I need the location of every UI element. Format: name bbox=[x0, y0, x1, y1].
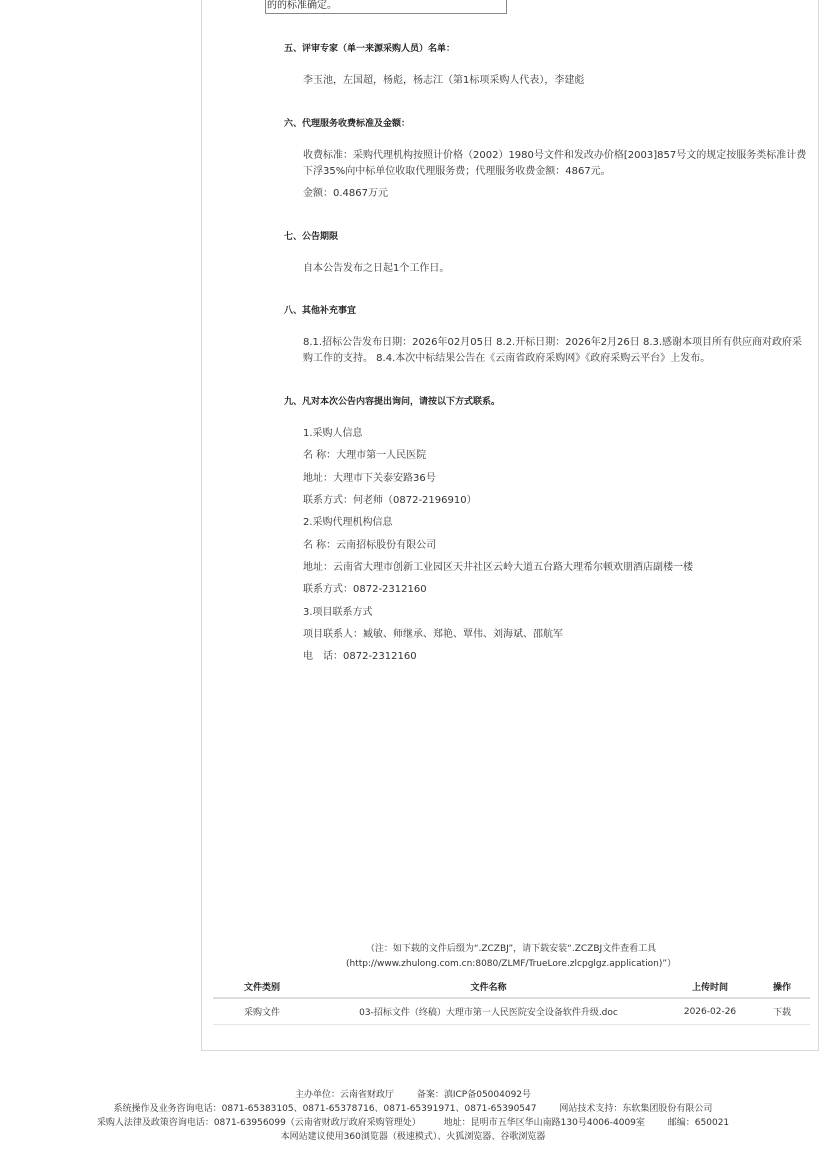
contact-line: 3.项目联系方式 bbox=[303, 607, 373, 618]
header-category: 文件类别 bbox=[213, 975, 311, 998]
table-cell-fragment: 的的标准确定。 bbox=[265, 0, 507, 14]
section-9-heading: 九、凡对本次公告内容提出询问，请按以下方式联系。 bbox=[284, 397, 501, 407]
footer-line3: 采购人法律及政策咨询电话：0871-63956099（云南省财政厅政府采购管理处） 地址：昆明市五华区华山南路130号4006-4009室 邮编：650021 bbox=[96, 1118, 730, 1128]
file-name: 03-招标文件（终稿）大理市第一人民医院安全设备软件升级.doc bbox=[311, 998, 666, 1025]
contact-line: 1.采购人信息 bbox=[303, 428, 363, 439]
table-header-row bbox=[213, 975, 810, 998]
file-date: 2026-02-26 bbox=[666, 998, 754, 1025]
contact-line: 地址：云南省大理市创新工业园区天井社区云岭大道五台路大理希尔顿欢朋酒店副楼一楼 bbox=[303, 562, 693, 573]
contact-line: 2.采购代理机构信息 bbox=[303, 517, 393, 528]
header-upload-time: 上传时间 bbox=[666, 975, 754, 998]
footer-line2: 系统操作及业务咨询电话：0871-65383105、0871-65378716、0871-65391971、0871-65390547 网站技术支持：东软集团股份有限公司 bbox=[113, 1104, 713, 1114]
section-8-body: 8.1.招标公告发布日期：2026年02月05日 8.2.开标日期：2026年2月26日 8.3.感谢本项目所有供应商对政府采购工作的支持。 8.4.本次中标结果公告在《云南省政府采购网》《政府采购云平台》上发布。 bbox=[303, 337, 803, 364]
contact-line: 地址：大理市下关泰安路36号 bbox=[303, 473, 436, 484]
contact-line: 联系方式：0872-2312160 bbox=[303, 584, 427, 595]
section-5-body: 李玉池，左国超，杨彪，杨志江（第1标项采购人代表），李建彪 bbox=[303, 75, 585, 86]
file-category: 采购文件 bbox=[213, 998, 311, 1025]
section-7-body: 自本公告发布之日起1个工作日。 bbox=[303, 263, 450, 274]
section-6-amount: 金额：0.4867万元 bbox=[303, 188, 388, 199]
header-filename: 文件名称 bbox=[311, 975, 666, 998]
section-6-body: 收费标准：采购代理机构按照计价格（2002）1980号文件和发改办价格[2003]857号文的规定按服务类标准计费下浮35%向中标单位收取代理服务费；代理服务收费金额：4867元。 bbox=[303, 150, 807, 177]
file-action-cell bbox=[754, 998, 810, 1025]
contact-line: 电 话：0872-2312160 bbox=[303, 651, 417, 662]
download-note-line2: (http://www.zhulong.com.cn:8080/ZLMF/TrueLore.zlcpglgz.application)”） bbox=[345, 959, 677, 969]
download-note-line1: （注：如下载的文件后缀为“.ZCZBJ”，请下载安装“.ZCZBJ文件查看工具 bbox=[365, 944, 657, 954]
files-table bbox=[213, 975, 810, 1025]
contact-line: 名 称：云南招标股份有限公司 bbox=[303, 540, 437, 551]
contact-line: 联系方式：何老师（0872-2196910） bbox=[303, 495, 477, 506]
download-link[interactable]: 下载 bbox=[772, 1008, 791, 1018]
section-6-heading: 六、代理服务收费标准及金额： bbox=[284, 119, 411, 129]
section-8-heading: 八、其他补充事宜 bbox=[284, 306, 357, 316]
contact-line: 名 称：大理市第一人民医院 bbox=[303, 450, 427, 461]
contact-line: 项目联系人：臧敏、师继承、郑艳、覃伟、刘海斌、邵航军 bbox=[303, 629, 563, 640]
section-7-heading: 七、公告期限 bbox=[284, 232, 339, 242]
header-action: 操作 bbox=[754, 975, 810, 998]
footer-line4: 本网站建议使用360浏览器（极速模式）、火狐浏览器、谷歌浏览器 bbox=[280, 1132, 546, 1142]
section-5-heading: 五、评审专家（单一来源采购人员）名单： bbox=[284, 44, 456, 54]
footer-line1: 主办单位：云南省财政厅 备案：滇ICP备05004092号 bbox=[294, 1090, 532, 1100]
table-row bbox=[213, 998, 810, 1025]
